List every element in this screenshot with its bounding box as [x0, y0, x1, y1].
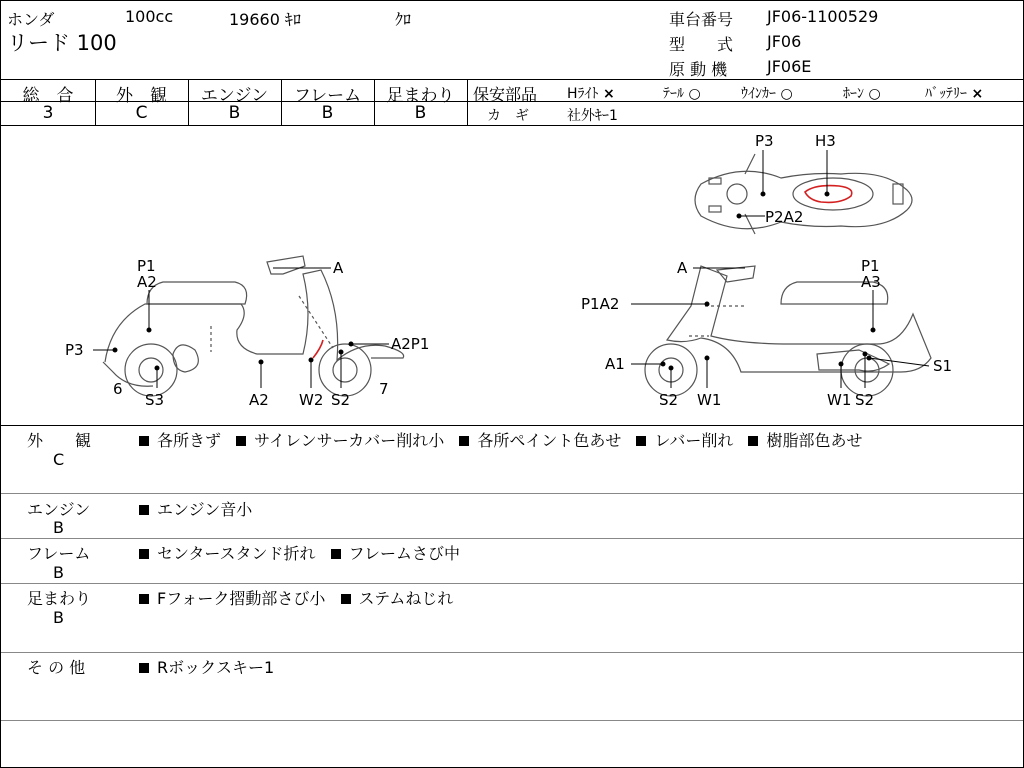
grade-header-engine: エンジン	[200, 86, 269, 106]
safety-item: ﾎｰﾝ ○	[843, 86, 881, 102]
diagram-label: A2P1	[391, 335, 430, 353]
diagram-label: S2	[659, 391, 679, 409]
divider	[1, 652, 1023, 653]
diagram-label: W1	[827, 391, 852, 409]
diagram-label: S2	[331, 391, 351, 409]
diagram-label: A2	[249, 391, 269, 409]
safety-item: ｳｲﾝｶｰ ○	[741, 86, 793, 102]
damage-diagram	[1, 126, 1023, 424]
grade-value-overall: 3	[42, 103, 54, 123]
diagram-label: P1	[137, 257, 156, 275]
grade-value-exterior: C	[135, 103, 148, 123]
key-label: カ ギ	[487, 108, 529, 124]
diagram-label: A2	[137, 273, 157, 291]
detail-category: そ の 他	[27, 658, 86, 677]
safety-item: ﾊﾞｯﾃﾘｰ ×	[925, 86, 984, 102]
diagram-label: 6	[113, 380, 123, 398]
grade-header-overall: 総 合	[22, 86, 74, 106]
displacement: 100cc	[125, 7, 174, 26]
diagram-label: P2A2	[765, 208, 804, 226]
diagram-label: P1A2	[581, 295, 620, 313]
divider	[467, 79, 468, 125]
divider	[1, 493, 1023, 494]
scooter-top-view	[695, 154, 912, 234]
detail-items: 各所きず サイレンサーカバー削れ小 各所ペイント色あせ レバー削れ 樹脂部色あせ	[139, 428, 872, 451]
safety-item: Hﾗｲﾄ ×	[567, 86, 615, 102]
diagram-label: A	[677, 259, 688, 277]
detail-items: Fフォーク摺動部さび小 ステムねじれ	[139, 586, 463, 609]
detail-grade: C	[53, 450, 65, 469]
grade-value-suspension: B	[414, 103, 427, 123]
grade-value-frame: B	[321, 103, 334, 123]
safety-item: ﾃｰﾙ ○	[663, 86, 701, 102]
diagram-label: A3	[861, 273, 881, 291]
diagram-label: H3	[815, 132, 836, 150]
diagram-label: S2	[855, 391, 875, 409]
engine-label: 原 動 機	[669, 60, 728, 79]
detail-items: Rボックスキー1	[139, 655, 284, 678]
scooter-right-view	[645, 266, 931, 396]
diagram-label: P1	[861, 257, 880, 275]
diagram-label: P3	[65, 341, 84, 359]
type-label: 型 式	[669, 35, 734, 54]
diagram-label: 7	[379, 380, 389, 398]
frame-no: JF06-1100529	[767, 7, 879, 26]
divider	[1, 425, 1023, 426]
detail-grade: B	[53, 608, 64, 627]
grade-value-engine: B	[228, 103, 241, 123]
type-value: JF06	[767, 32, 802, 51]
mileage: 19660 ｷﾛ	[229, 10, 301, 29]
divider	[1, 79, 1023, 80]
detail-category: 外 観	[27, 431, 92, 450]
divider	[1, 720, 1023, 721]
divider	[1, 538, 1023, 539]
maker: ホンダ	[7, 10, 55, 29]
diagram-label: A	[333, 259, 344, 277]
model-name: リード 100	[7, 31, 117, 55]
diagram-label: P3	[755, 132, 774, 150]
diagram-label: S1	[933, 357, 953, 375]
safety-label: 保安部品	[473, 85, 538, 104]
detail-items: センタースタンド折れ フレームさび中	[139, 541, 470, 564]
grade-header-exterior: 外 観	[116, 86, 167, 106]
detail-category: エンジン	[27, 500, 91, 519]
key-value: 社外ｷｰ1	[567, 108, 618, 124]
frame-no-label: 車台番号	[669, 10, 734, 29]
engine-value: JF06E	[767, 57, 812, 76]
detail-category: 足まわり	[27, 589, 92, 608]
divider	[1, 583, 1023, 584]
detail-grade: B	[53, 563, 64, 582]
detail-category: フレーム	[27, 544, 91, 563]
detail-grade: B	[53, 518, 64, 537]
diagram-label: A1	[605, 355, 625, 373]
detail-items: エンジン音小	[139, 497, 262, 520]
diagram-label: S3	[145, 391, 165, 409]
grade-header-suspension: 足まわり	[386, 86, 455, 106]
damage-mark-left	[313, 340, 323, 358]
diagram-label: W1	[697, 391, 722, 409]
diagram-label: W2	[299, 391, 324, 409]
color: ｸﾛ	[395, 10, 412, 29]
grade-header-frame: フレーム	[293, 86, 362, 106]
